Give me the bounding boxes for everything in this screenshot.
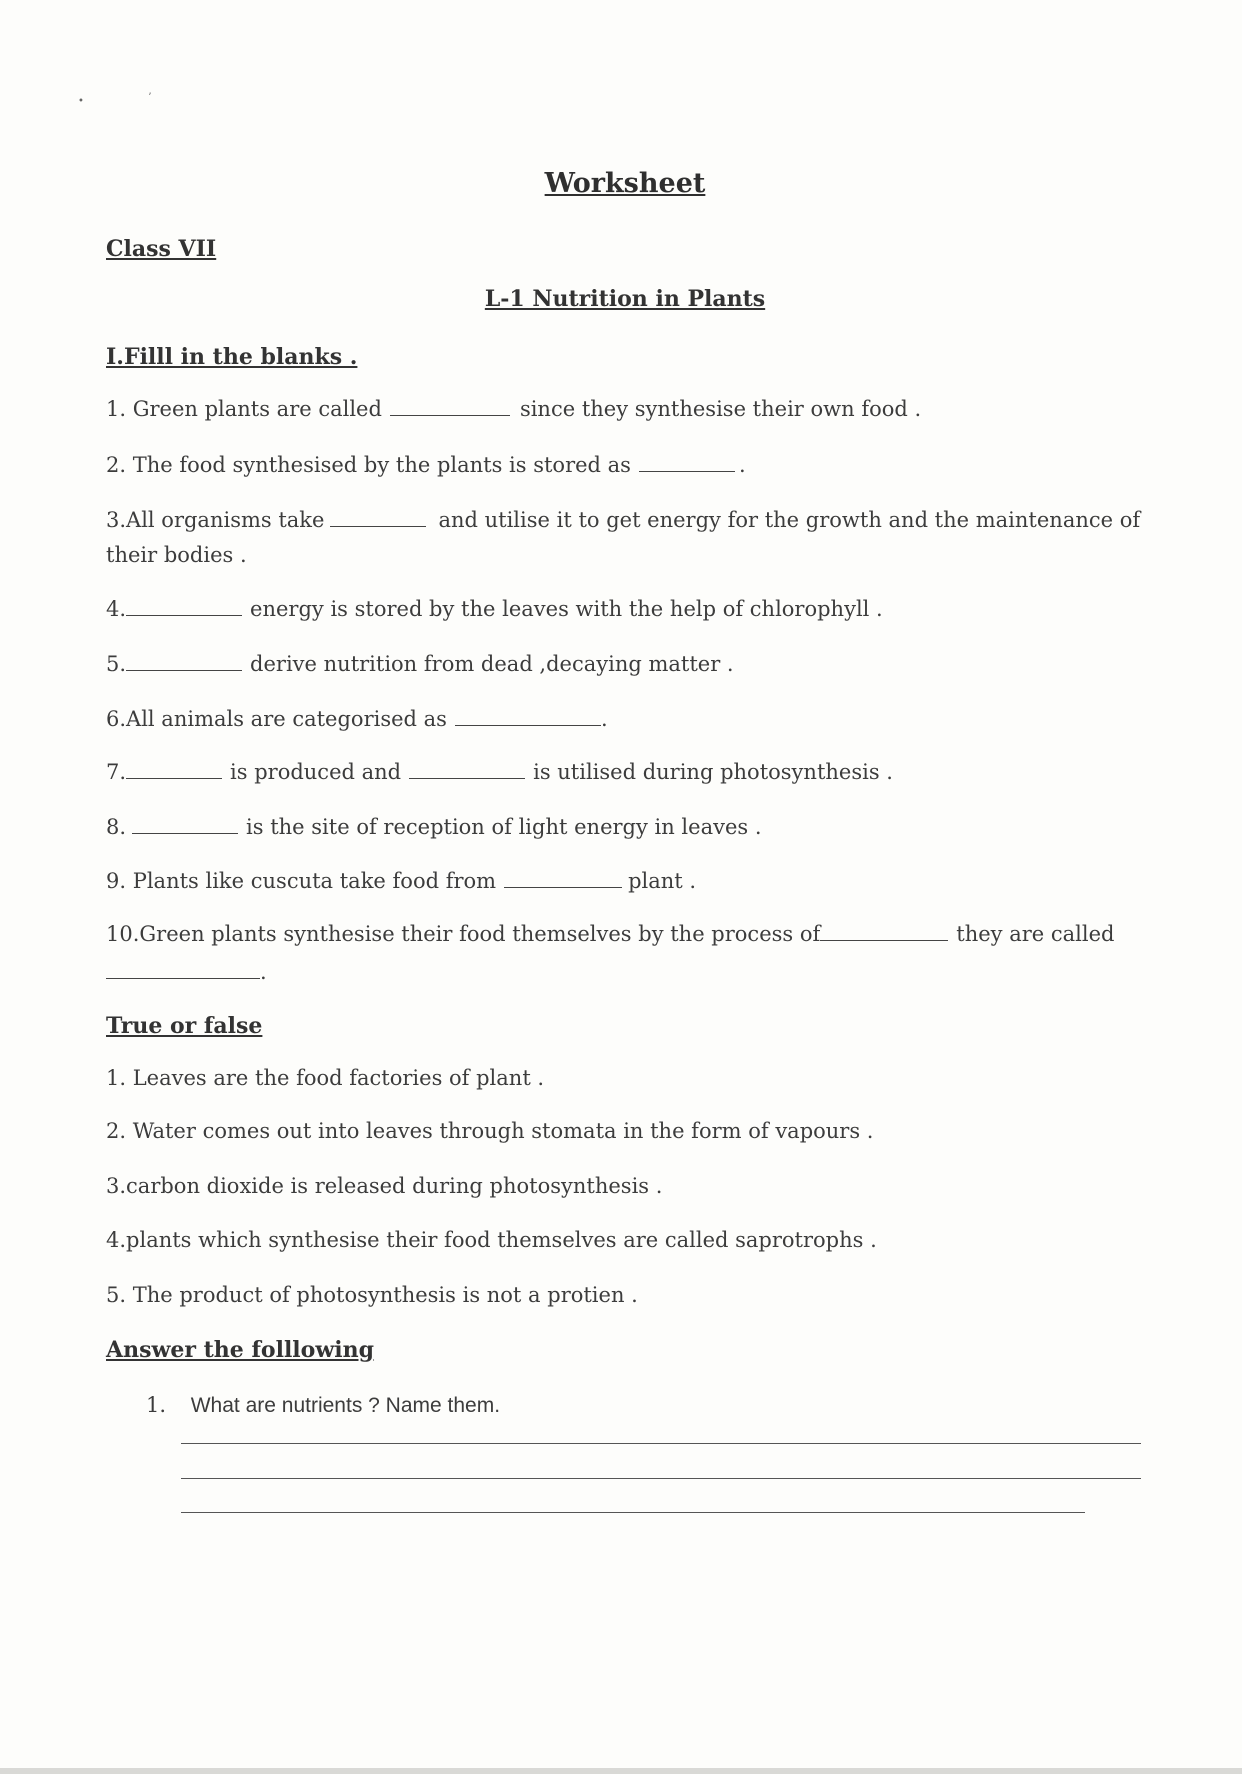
answer-writing-line[interactable] [181, 1443, 1141, 1444]
true-false-item: 2. Water comes out into leaves through stomata in the form of vapours . [106, 1119, 874, 1143]
true-false-heading: True or false [106, 1013, 263, 1039]
fill-question-10-continued [106, 960, 267, 984]
answer-blank[interactable] [390, 414, 510, 416]
fill-question-5 [106, 652, 734, 676]
lesson-title: L-1 Nutrition in Plants [484, 286, 766, 312]
fill-question-6 [106, 707, 608, 731]
fill-question-10 [106, 922, 1114, 946]
answer-blank[interactable] [639, 470, 735, 472]
question-text: 8. [106, 815, 127, 839]
true-false-item: 1. Leaves are the food factories of plant . [106, 1066, 545, 1090]
question-text: . [260, 960, 267, 984]
page-title: Worksheet [544, 168, 706, 199]
question-text: 1. Green plants are called [106, 397, 382, 421]
question-text: 4. [106, 597, 127, 621]
answer-writing-line[interactable] [181, 1512, 1085, 1513]
question-text: 9. Plants like cuscuta take food from [106, 869, 497, 893]
true-false-item: 4.plants which synthesise their food themselves are called saprotrophs . [106, 1228, 877, 1252]
fill-question-4 [106, 597, 883, 621]
scan-bottom-edge [0, 1768, 1242, 1774]
scan-speck: • [78, 96, 84, 107]
fill-question-8 [106, 815, 762, 839]
question-text: What are nutrients ? Name them. [190, 1394, 501, 1417]
answer-heading: Answer the folllowing [106, 1337, 375, 1363]
question-text: 6.All animals are categorised as [106, 707, 447, 731]
answer-question-1 [146, 1393, 500, 1418]
scan-speck: ʼ [148, 92, 152, 103]
true-false-item: 5. The product of photosynthesis is not a protien . [106, 1283, 638, 1307]
question-text: plant . [628, 869, 697, 893]
question-text: is utilised during photosynthesis . [533, 760, 893, 784]
question-text: since they synthesise their own food . [519, 397, 922, 421]
answer-blank[interactable] [126, 614, 242, 616]
answer-blank[interactable] [455, 724, 601, 726]
answer-blank[interactable] [132, 832, 238, 834]
question-text: and utilise it to get energy for the growth and the maintenance of [438, 508, 1141, 532]
answer-blank[interactable] [820, 939, 948, 941]
question-text: energy is stored by the leaves with the help of chlorophyll . [250, 597, 883, 621]
answer-blank[interactable] [330, 525, 426, 527]
class-label: Class VII [106, 236, 217, 262]
fill-question-1 [106, 397, 921, 421]
fill-question-7 [106, 760, 893, 784]
question-number: 1. [146, 1393, 167, 1417]
answer-blank[interactable] [106, 977, 260, 979]
question-text: 10.Green plants synthesise their food themselves by the process of [106, 922, 821, 946]
question-text: is produced and [230, 760, 402, 784]
question-text: . [738, 453, 746, 477]
fill-question-2 [106, 453, 746, 477]
fill-question-9 [106, 869, 696, 893]
question-text: 7. [106, 760, 127, 784]
fill-question-3 [106, 508, 1140, 532]
question-text: they are called [956, 922, 1115, 946]
answer-blank[interactable] [126, 669, 242, 671]
question-text: . [600, 707, 608, 731]
question-text: 5. [106, 652, 127, 676]
question-text: 3.All organisms take [106, 508, 325, 532]
question-text: derive nutrition from dead ,decaying matter . [250, 652, 734, 676]
fill-blanks-heading: I.Filll in the blanks . [106, 344, 358, 370]
question-text: is the site of reception of light energy in leaves . [246, 815, 762, 839]
question-text: 2. The food synthesised by the plants is stored as [106, 453, 631, 477]
answer-blank[interactable] [126, 777, 222, 779]
answer-blank[interactable] [504, 886, 622, 888]
answer-writing-line[interactable] [181, 1478, 1141, 1479]
answer-blank[interactable] [409, 777, 525, 779]
fill-question-3-continued: their bodies . [106, 543, 247, 567]
true-false-item: 3.carbon dioxide is released during photosynthesis . [106, 1174, 663, 1198]
